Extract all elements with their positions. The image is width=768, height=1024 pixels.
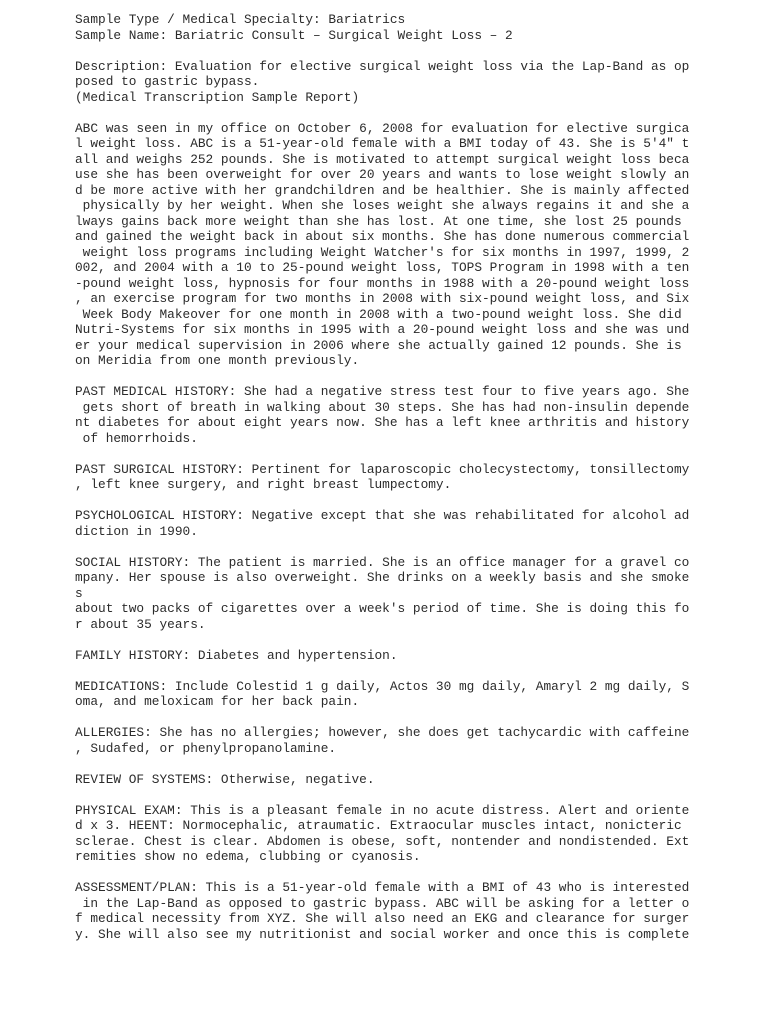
text-line: , an exercise program for two months in 2008 with six-pound weight loss, and Six <box>75 291 690 306</box>
text-line: s <box>75 585 83 601</box>
text-line: ASSESSMENT/PLAN: This is a 51-year-old female with a BMI of 43 who is interested <box>75 880 690 895</box>
text-line: -pound weight loss, hypnosis for four months in 1988 with a 20-pound weight loss <box>75 275 690 291</box>
text-line: and gained the weight back in about six months. She has done numerous commercial <box>75 229 690 244</box>
specialty-line: Sample Type / Medical Specialty: Bariatrics <box>75 12 406 27</box>
text-line: ABC was seen in my office on October 6, 2008 for evaluation for elective surgica <box>75 120 690 136</box>
text-line: d be more active with her grandchildren and be healthier. She is mainly affected <box>75 182 690 198</box>
description-block <box>75 59 755 106</box>
text-line: 002, and 2004 with a 10 to 25-pound weight loss, TOPS Program in 1998 with a ten <box>75 260 690 275</box>
text-line: nt diabetes for about eight years now. She has a left knee arthritis and history <box>75 415 690 430</box>
text-line: ALLERGIES: She has no allergies; however, she does get tachycardic with caffeine <box>75 725 690 740</box>
header-block <box>75 12 755 43</box>
psychological-history-section <box>75 508 755 539</box>
text-line: remities show no edema, clubbing or cyanosis. <box>75 849 421 864</box>
social-history-section <box>75 555 755 633</box>
text-line: lways gains back more weight than she has lost. At one time, she lost 25 pounds <box>75 213 682 229</box>
text-line: weight loss programs including Weight Watcher's for six months in 1997, 1999, 2 <box>75 244 690 260</box>
text-line: oma, and meloxicam for her back pain. <box>75 694 360 709</box>
text-line: PHYSICAL EXAM: This is a pleasant female in no acute distress. Alert and oriente <box>75 802 690 818</box>
text-line: f medical necessity from XYZ. She will also need an EKG and clearance for surger <box>75 911 690 926</box>
physical-exam-section <box>75 803 755 865</box>
text-line: Nutri-Systems for six months in 1995 with a 20-pound weight loss and she was und <box>75 322 690 337</box>
text-line: r about 35 years. <box>75 616 206 632</box>
text-line: REVIEW OF SYSTEMS: Otherwise, negative. <box>75 771 375 787</box>
document-page <box>75 12 755 958</box>
description-line: posed to gastric bypass. <box>75 74 260 89</box>
sample-name-line: Sample Name: Bariatric Consult – Surgical Weight Loss – 2 <box>75 27 513 43</box>
text-line: l weight loss. ABC is a 51-year-old female with a BMI today of 43. She is 5'4" t <box>75 136 690 151</box>
text-line: diction in 1990. <box>75 523 198 539</box>
description-line: Description: Evaluation for elective surgical weight loss via the Lap-Band as op <box>75 58 690 74</box>
allergies-section <box>75 725 755 756</box>
text-line: PAST SURGICAL HISTORY: Pertinent for laparoscopic cholecystectomy, tonsillectomy <box>75 461 690 477</box>
text-line: about two packs of cigarettes over a week's period of time. She is doing this fo <box>75 601 690 616</box>
text-line: FAMILY HISTORY: Diabetes and hypertension. <box>75 647 398 663</box>
text-line: d x 3. HEENT: Normocephalic, atraumatic. Extraocular muscles intact, nonicteric <box>75 818 682 833</box>
review-of-systems-section <box>75 772 755 788</box>
text-line: in the Lap-Band as opposed to gastric bypass. ABC will be asking for a letter o <box>75 895 690 911</box>
past-medical-history-section <box>75 384 755 446</box>
text-line: mpany. Her spouse is also overweight. She drinks on a weekly basis and she smoke <box>75 570 690 585</box>
text-line: MEDICATIONS: Include Colestid 1 g daily, Actos 30 mg daily, Amaryl 2 mg daily, S <box>75 678 690 694</box>
text-line: use she has been overweight for over 20 years and wants to lose weight slowly an <box>75 167 690 182</box>
medications-section <box>75 679 755 710</box>
text-line: PAST MEDICAL HISTORY: She had a negative stress test four to five years ago. She <box>75 384 690 399</box>
text-line: er your medical supervision in 2006 where she actually gained 12 pounds. She is <box>75 337 682 353</box>
text-line: on Meridia from one month previously. <box>75 353 360 368</box>
text-line: of hemorrhoids. <box>75 430 198 446</box>
family-history-section <box>75 648 755 664</box>
text-line: Week Body Makeover for one month in 2008 with a two-pound weight loss. She did <box>75 306 682 322</box>
text-line: , Sudafed, or phenylpropanolamine. <box>75 740 337 756</box>
text-line: physically by her weight. When she loses weight she always regains it and she a <box>75 198 690 213</box>
text-line: SOCIAL HISTORY: The patient is married. She is an office manager for a gravel co <box>75 554 690 570</box>
text-line: , left knee surgery, and right breast lumpectomy. <box>75 477 452 492</box>
text-line: sclerae. Chest is clear. Abdomen is obese, soft, nontender and nondistended. Ext <box>75 833 690 849</box>
intro-paragraph <box>75 121 755 369</box>
text-line: all and weighs 252 pounds. She is motivated to attempt surgical weight loss beca <box>75 151 690 167</box>
text-line: y. She will also see my nutritionist and social worker and once this is complete <box>75 926 690 942</box>
past-surgical-history-section <box>75 462 755 493</box>
text-line: gets short of breath in walking about 30 steps. She has had non-insulin depende <box>75 399 690 415</box>
report-type-line: (Medical Transcription Sample Report) <box>75 89 360 105</box>
assessment-plan-section <box>75 880 755 942</box>
text-line: PSYCHOLOGICAL HISTORY: Negative except that she was rehabilitated for alcohol ad <box>75 508 690 523</box>
